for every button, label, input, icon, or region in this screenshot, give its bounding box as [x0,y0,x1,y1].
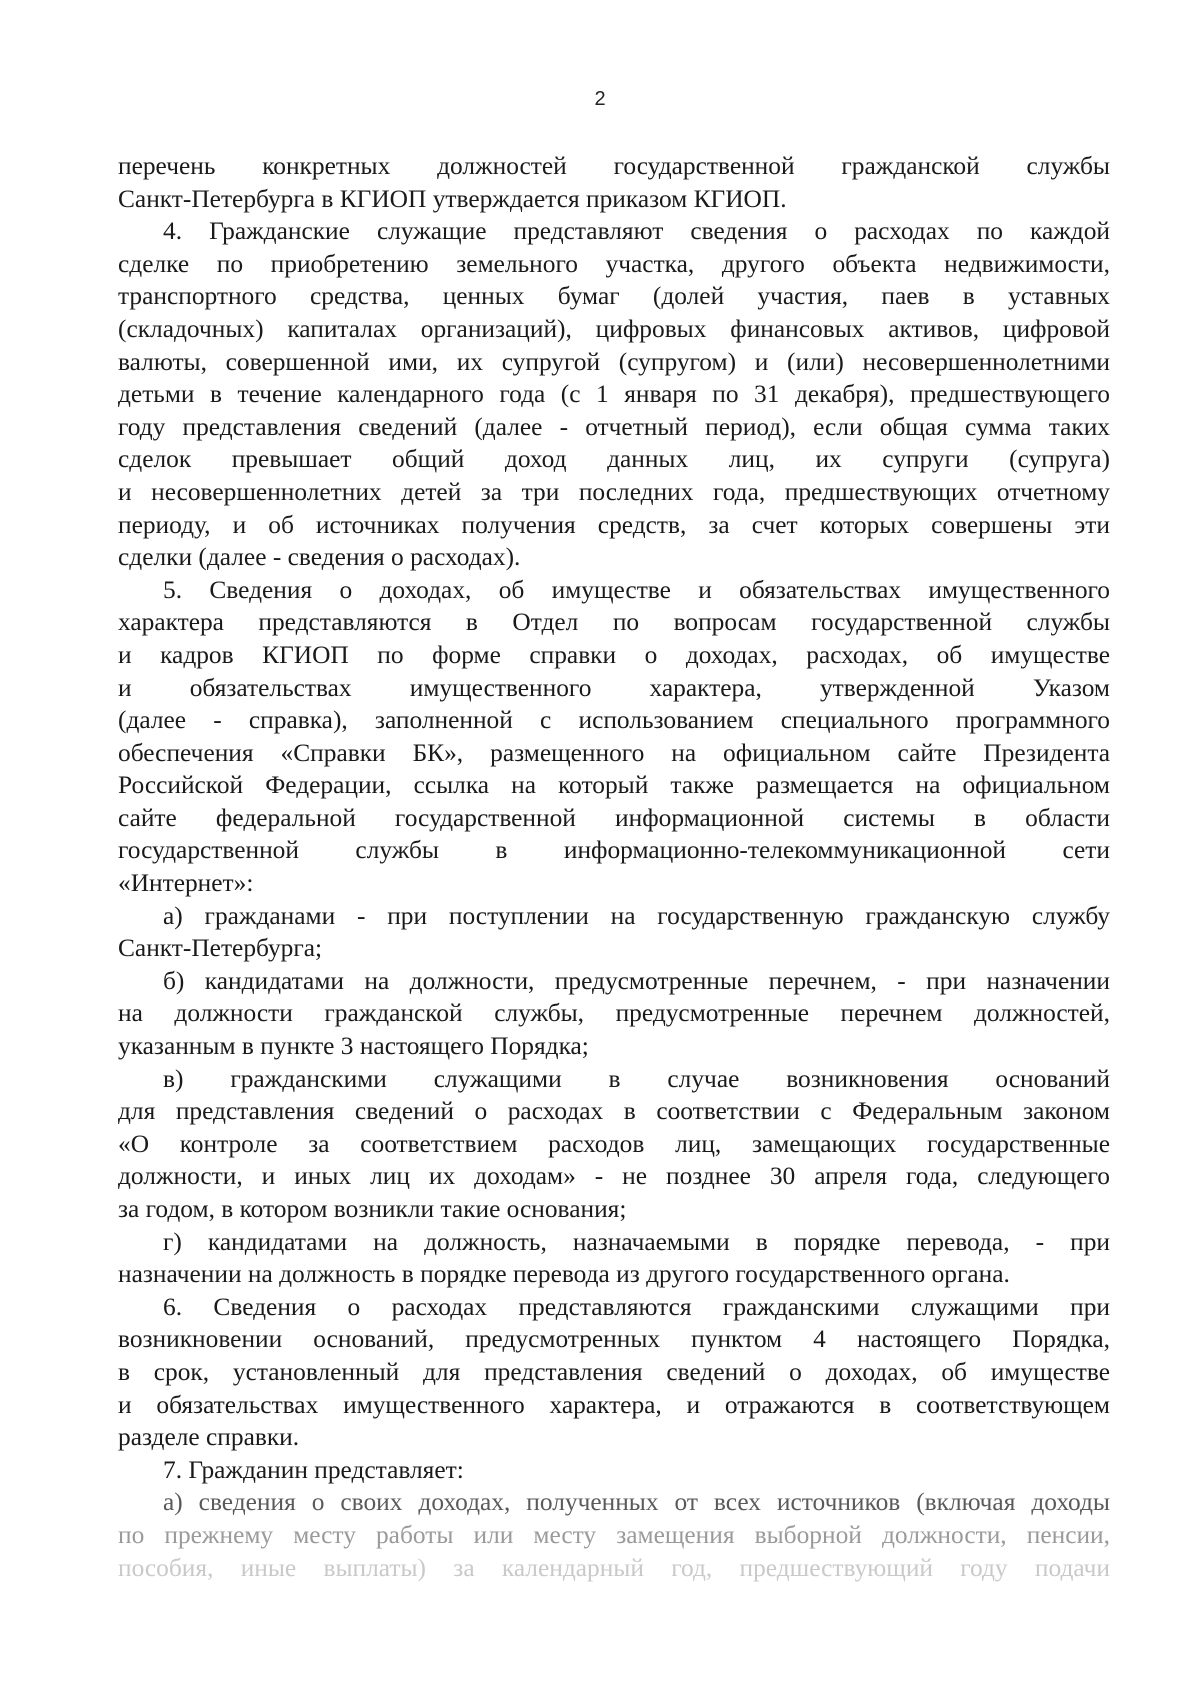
text-line: и обязательствах имущественного характера, и отражаются в соответствующем [118,1390,1110,1419]
text-line: по прежнему месту работы или месту замещения выборной должности, пенсии, [118,1520,1110,1549]
text-line: (складочных) капиталах организаций), цифровых финансовых активов, цифровой [118,314,1110,343]
text-line: 7. Гражданин представляет: [163,1455,464,1484]
text-line: на должности гражданской службы, предусмотренные перечнем должностей, [118,999,1110,1028]
text-line: а) гражданами - при поступлении на государственную гражданскую службу [163,901,1110,930]
text-line: характера представляются в Отдел по вопросам государственной службы [118,608,1110,637]
text-line: сделки (далее - сведения о расходах). [118,543,521,572]
text-line: разделе справки. [118,1423,300,1452]
page-number: 2 [594,88,606,110]
text-line: транспортного средства, ценных бумаг (долей участия, паев в уставных [118,282,1110,311]
text-line: а) сведения о своих доходах, полученных от всех источников (включая доходы [163,1488,1110,1517]
text-line: периоду, и об источниках получения средств, за счет которых совершены эти [118,510,1110,539]
text-line: сделок превышает общий доход данных лиц, их супруги (супруга) [118,445,1110,474]
text-line: 6. Сведения о расходах представляются гражданскими служащими при [163,1292,1110,1321]
text-line: должности, и иных лиц их доходам» - не позднее 30 апреля года, следующего [118,1162,1110,1191]
text-line: «Интернет»: [118,869,254,898]
text-line: году представления сведений (далее - отчетный период), если общая сумма таких [118,412,1110,441]
text-line: и несовершеннолетних детей за три последних года, предшествующих отчетному [118,477,1110,506]
text-line: б) кандидатами на должности, предусмотренные перечнем, - при назначении [163,966,1110,995]
text-line: в срок, установленный для представления сведений о доходах, об имуществе [118,1357,1110,1386]
text-line: сайте федеральной государственной информационной системы в области [118,803,1110,832]
text-line: и кадров КГИОП по форме справки о доходах, расходах, об имуществе [118,640,1110,669]
text-line: 4. Гражданские служащие представляют сведения о расходах по каждой [163,217,1110,246]
text-line: детьми в течение календарного года (с 1 января по 31 декабря), предшествующего [118,380,1110,409]
text-line: в) гражданскими служащими в случае возникновения оснований [163,1064,1110,1093]
text-line: за годом, в котором возникли такие основания; [118,1195,627,1223]
text-line: Российской Федерации, ссылка на который также размещается на официальном [118,771,1110,800]
text-line: и обязательствах имущественного характера, утвержденной Указом [118,673,1110,702]
text-line: перечень конкретных должностей государственной гражданской службы [118,152,1110,180]
text-line: (далее - справка), заполненной с использованием специального программного [118,706,1110,735]
text-line: обеспечения «Справки БК», размещенного на официальном сайте Президента [118,738,1110,767]
text-line: возникновении оснований, предусмотренных пунктом 4 настоящего Порядка, [118,1325,1110,1354]
text-line: сделке по приобретению земельного участка, другого объекта недвижимости, [118,249,1110,278]
text-line: назначении на должность в порядке перевода из другого государственного органа. [118,1260,1010,1289]
text-line: для представления сведений о расходах в соответствии с Федеральным законом [118,1097,1110,1126]
text-line: 5. Сведения о доходах, об имуществе и обязательствах имущественного [163,575,1110,604]
text-line: «О контроле за соответствием расходов лиц, замещающих государственные [118,1129,1110,1158]
document-body [118,150,1110,1584]
text-line: пособия, иные выплаты) за календарный год, предшествующий году подачи [118,1553,1110,1582]
text-line: г) кандидатами на должность, назначаемыми в порядке перевода, - при [163,1227,1110,1256]
text-line: государственной службы в информационно-телекоммуникационной сети [118,836,1110,865]
text-line: валюты, совершенной ими, их супругой (супругом) и (или) несовершеннолетними [118,347,1110,376]
text-line: Санкт-Петербурга; [118,934,323,963]
text-line: Санкт-Петербурга в КГИОП утверждается приказом КГИОП. [118,184,787,213]
text-line: указанным в пункте 3 настоящего Порядка; [118,1032,589,1061]
